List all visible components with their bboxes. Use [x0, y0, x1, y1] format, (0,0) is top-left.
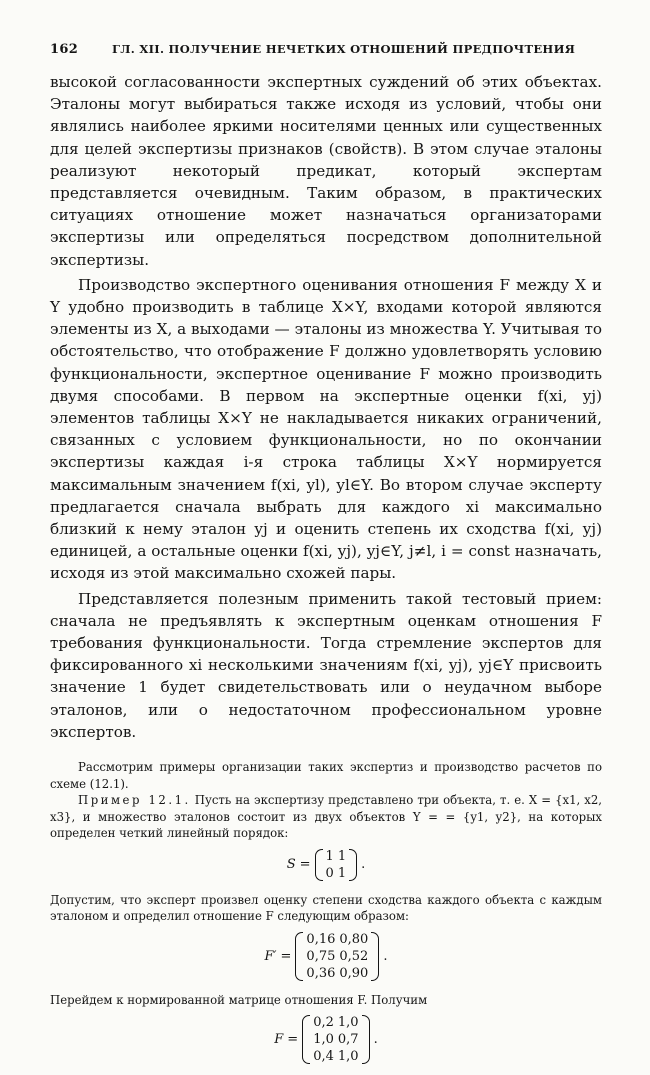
matrix-cell: 0,80 — [339, 931, 369, 947]
matrix-S-name: S — [286, 857, 296, 873]
matrix-cell: 1 — [325, 848, 334, 864]
matrix-cell: 0,2 — [313, 1015, 334, 1031]
matrix-cell: 0,75 — [306, 948, 336, 964]
paragraph-3: Представляется полезным применить такой тестовый прием: сначала не предъявлять к экспертным оценкам отношения F требования функциональности. Тогда стремление экспертов для фиксированного xi несколькими значениям f(xi, yj), yj∈Y присвоить значение 1 будет свидетельствовать или о неудачном выборе эталонов, или о недостаточном профессиональном уровне экспертов. — [50, 589, 602, 741]
formula-F: F = 0,2 1,0 1,0 0,7 0,4 1,0 . — [274, 1015, 378, 1065]
matrix-cell: 1 — [337, 848, 347, 864]
paragraph-2: Производство экспертного оценивания отношения F между X и Y удобно производить в таблице X×Y, входами которой являются элементы из X, а выходами — эталоны из множества Y. Учитывая то обстоятельство, что отображение F должно удовлетворять условию функциональности, экспертное оценивание F можно производить двумя способами. В первом на экспертные оценки f(xi, yj) элементов таблицы X×Y не накладывается никаких ограничений, связанных с условием функциональности, но по окончании экспертизы каждая i-я строка таблицы X×Y нормируется максимальным значением f(xi, yl), yl∈Y. Во втором случае эксперту предлагается сначала выбрать для каждого xi максимально близкий к нему эталон yj и оценить степень их сходства f(xi, yj) единицей, а остальные оценки f(xi, yj), yj∈Y, j≠l, i = const назначать, исходя из этой максимально схожей пары. — [50, 275, 602, 583]
example-paragraph — [50, 792, 602, 842]
paragraph-1: высокой согласованности экспертных суждений об этих объектах. Эталоны могут выбираться также исходя из условий, чтобы они являлись наиболее яркими носителями ценных или существенных для целей экспертизы признаков (свойств). В этом случае эталоны реализуют некоторый предикат, который экспертам представляется очевидным. Таким образом, в практических ситуациях отношение может назначаться организаторами экспертизы или определяться посредством дополнительной экспертизы. — [50, 73, 602, 269]
matrix-F-prime — [295, 931, 379, 982]
paragraph-6: Перейдем к нормированной матрице отношения F. Получим — [50, 992, 428, 1007]
matrix-F-name: F — [274, 1032, 284, 1048]
matrix-cell: 1,0 — [313, 1032, 334, 1048]
matrix-cell: 0,16 — [306, 931, 336, 947]
matrix-S — [315, 848, 358, 882]
matrix-cell: 1,0 — [337, 1049, 359, 1065]
paragraph-5: Допустим, что эксперт произвел оценку степени сходства каждого объекта с каждым эталоном и определил отношение F следующим образом: — [50, 892, 602, 924]
page-number: 162 — [50, 42, 79, 57]
example-text: Пусть на экспертизу представлено три объекта, т. е. X = {x1, x2, x3}, и множество эталонов состоит из двух объектов Y = = {y1, y2}, на которых определен четкий линейный порядок: — [50, 793, 603, 841]
formula-F-prime: F′ = 0,16 0,80 0,75 0,52 0,36 0,90 . — [264, 931, 388, 981]
matrix-F-prime-name: F′ — [264, 948, 277, 964]
running-title: ГЛ. XII. ПОЛУЧЕНИЕ НЕЧЕТКИХ ОТНОШЕНИЙ ПРЕДПОЧТЕНИЯ — [112, 42, 576, 56]
example-label: Пример 12.1. — [78, 793, 191, 808]
matrix-cell: 1,0 — [337, 1015, 359, 1031]
matrix-cell: 0,7 — [337, 1032, 359, 1048]
matrix-cell: 0,90 — [339, 965, 369, 981]
matrix-cell: 1 — [337, 865, 347, 881]
paragraph-4: Рассмотрим примеры организации таких экспертиз и производство расчетов по схеме (12.1). — [50, 760, 602, 791]
matrix-cell: 0 — [325, 865, 334, 881]
matrix-F — [302, 1014, 369, 1065]
running-header — [50, 42, 602, 57]
matrix-cell: 0,52 — [339, 948, 369, 964]
book-page — [50, 42, 602, 1075]
matrix-cell: 0,36 — [306, 965, 336, 981]
matrix-cell: 0,4 — [313, 1049, 334, 1065]
formula-S: S = 1 1 0 1 . — [286, 848, 366, 881]
